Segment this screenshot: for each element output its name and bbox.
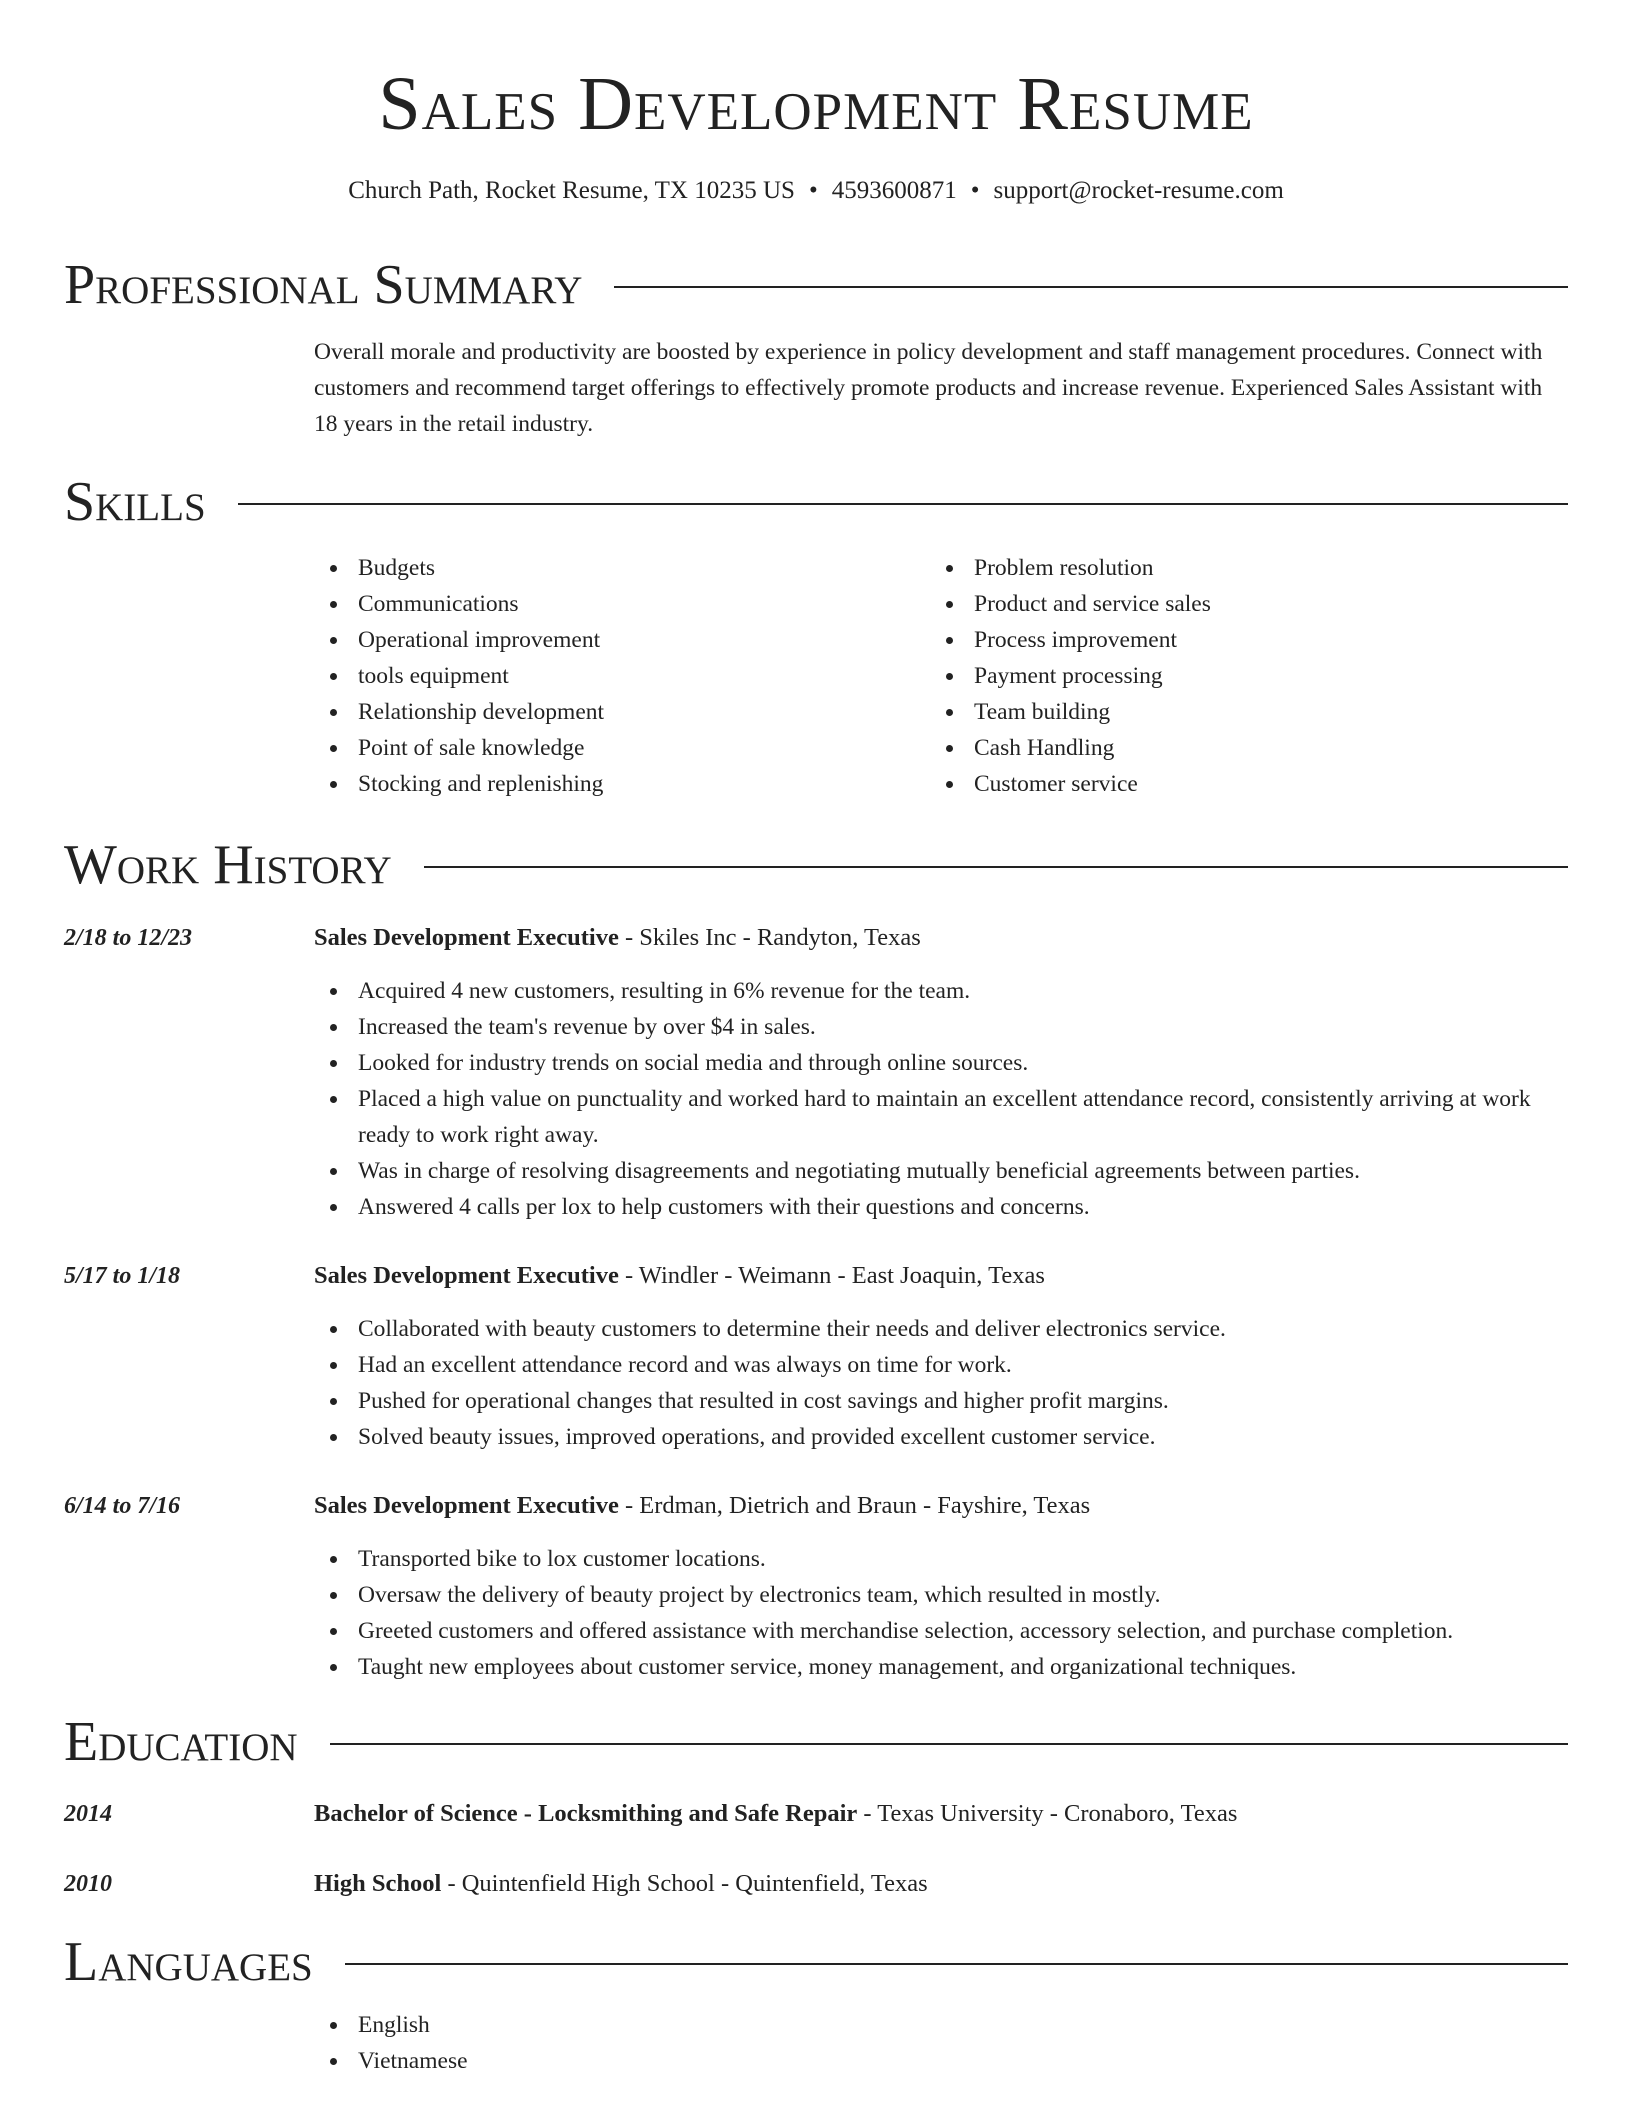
- education-year: 2010: [64, 1871, 112, 1897]
- job-bullet: Was in charge of resolving disagreements and negotiating mutually beneficial agreements between parties.: [314, 1153, 1568, 1189]
- skill-item: Stocking and replenishing: [314, 766, 914, 802]
- education-details: - Quintenfield High School - Quintenfield, Texas: [441, 1870, 928, 1897]
- skill-item: Operational improvement: [314, 622, 914, 658]
- job-details: - Windler - Weimann - East Joaquin, Texas: [618, 1262, 1045, 1289]
- job-dates: 5/17 to 1/18: [64, 1263, 181, 1289]
- skill-item: tools equipment: [314, 658, 914, 694]
- skill-item: Customer service: [930, 766, 1530, 802]
- section-title-education: Education: [64, 1711, 298, 1773]
- job-bullet: Solved beauty issues, improved operations, and provided excellent customer service.: [314, 1419, 1568, 1455]
- job-bullet: Placed a high value on punctuality and worked hard to maintain an excellent attendance record, consistently arriving at work ready to work right away.: [314, 1081, 1568, 1153]
- job-bullets: [314, 973, 1568, 1225]
- job-bullet: Answered 4 calls per lox to help customers with their questions and concerns.: [314, 1189, 1568, 1225]
- section-title-languages: Languages: [64, 1931, 313, 1993]
- languages-section-header: [64, 1927, 1568, 1997]
- contact-separator: •: [808, 177, 818, 204]
- skill-item: Process improvement: [930, 622, 1530, 658]
- job-bullet: Oversaw the delivery of beauty project by electronics team, which resulted in mostly.: [314, 1577, 1568, 1613]
- contact-address: Church Path, Rocket Resume, TX 10235 US: [348, 177, 795, 204]
- summary-text: Overall morale and productivity are boosted by experience in policy development and staff management procedures. Connect with customers and recommend target offerings to effectively promote products and increase revenue. Experienced Sales Assistant with 18 years in the retail industry.: [314, 339, 1543, 437]
- skills-section-header: [64, 467, 1568, 537]
- job-bullet: Collaborated with beauty customers to determine their needs and deliver electronics service.: [314, 1311, 1568, 1347]
- skills-column-left: [314, 550, 914, 802]
- language-item: English: [314, 2007, 1568, 2043]
- skill-item: Payment processing: [930, 658, 1530, 694]
- section-divider: [614, 286, 1568, 288]
- section-title-summary: Professional Summary: [64, 254, 583, 316]
- job-bullet: Greeted customers and offered assistance with merchandise selection, accessory selection, and purchase completion.: [314, 1613, 1568, 1649]
- language-item: Vietnamese: [314, 2043, 1568, 2079]
- section-title-work: Work History: [64, 834, 392, 896]
- job-bullet: Acquired 4 new customers, resulting in 6% revenue for the team.: [314, 973, 1568, 1009]
- job-heading: [314, 1259, 1568, 1293]
- job-heading: [314, 1489, 1568, 1523]
- section-title-skills: Skills: [64, 471, 206, 533]
- job-role: Sales Development Executive: [314, 1492, 619, 1519]
- resume-title: Sales Development Resume: [378, 62, 1254, 146]
- education-year: 2014: [64, 1801, 112, 1827]
- education-details: - Texas University - Cronaboro, Texas: [857, 1800, 1238, 1827]
- job-dates: 6/14 to 7/16: [64, 1493, 181, 1519]
- section-divider: [238, 503, 1568, 505]
- job-details: - Erdman, Dietrich and Braun - Fayshire, Texas: [618, 1492, 1091, 1519]
- skill-item: Team building: [930, 694, 1530, 730]
- skill-item: Relationship development: [314, 694, 914, 730]
- job-dates: 2/18 to 12/23: [64, 925, 193, 951]
- contact-email[interactable]: support@rocket-resume.com: [993, 177, 1284, 204]
- contact-separator: •: [970, 177, 980, 204]
- education-section-header: [64, 1707, 1568, 1777]
- job-role: Sales Development Executive: [314, 924, 619, 951]
- skill-item: Product and service sales: [930, 586, 1530, 622]
- languages-list: [314, 2007, 1568, 2079]
- skills-column-right: [930, 550, 1530, 802]
- section-divider: [330, 1743, 1568, 1745]
- education-degree: Bachelor of Science - Locksmithing and Safe Repair: [314, 1800, 858, 1827]
- contact-phone: 4593600871: [831, 177, 957, 204]
- section-divider: [424, 866, 1568, 868]
- job-bullet: Taught new employees about customer service, money management, and organizational techniques.: [314, 1649, 1568, 1685]
- job-bullets: [314, 1541, 1568, 1685]
- contact-line: [64, 174, 1568, 208]
- job-bullet: Pushed for operational changes that resulted in cost savings and higher profit margins.: [314, 1383, 1568, 1419]
- job-bullets: [314, 1311, 1568, 1455]
- education-entry: [314, 1867, 1568, 1901]
- job-role: Sales Development Executive: [314, 1262, 619, 1289]
- job-bullet: Transported bike to lox customer locations.: [314, 1541, 1568, 1577]
- skill-item: Communications: [314, 586, 914, 622]
- education-entry: [314, 1797, 1568, 1831]
- job-bullet: Had an excellent attendance record and was always on time for work.: [314, 1347, 1568, 1383]
- job-heading: [314, 921, 1568, 955]
- work-section-header: [64, 830, 1568, 900]
- section-divider: [345, 1963, 1568, 1965]
- job-bullet: Looked for industry trends on social media and through online sources.: [314, 1045, 1568, 1081]
- job-bullet: Increased the team's revenue by over $4 in sales.: [314, 1009, 1568, 1045]
- education-degree: High School: [314, 1870, 442, 1897]
- skill-item: Point of sale knowledge: [314, 730, 914, 766]
- skill-item: Budgets: [314, 550, 914, 586]
- summary-section-header: [64, 250, 1568, 320]
- skill-item: Problem resolution: [930, 550, 1530, 586]
- skill-item: Cash Handling: [930, 730, 1530, 766]
- job-details: - Skiles Inc - Randyton, Texas: [618, 924, 921, 951]
